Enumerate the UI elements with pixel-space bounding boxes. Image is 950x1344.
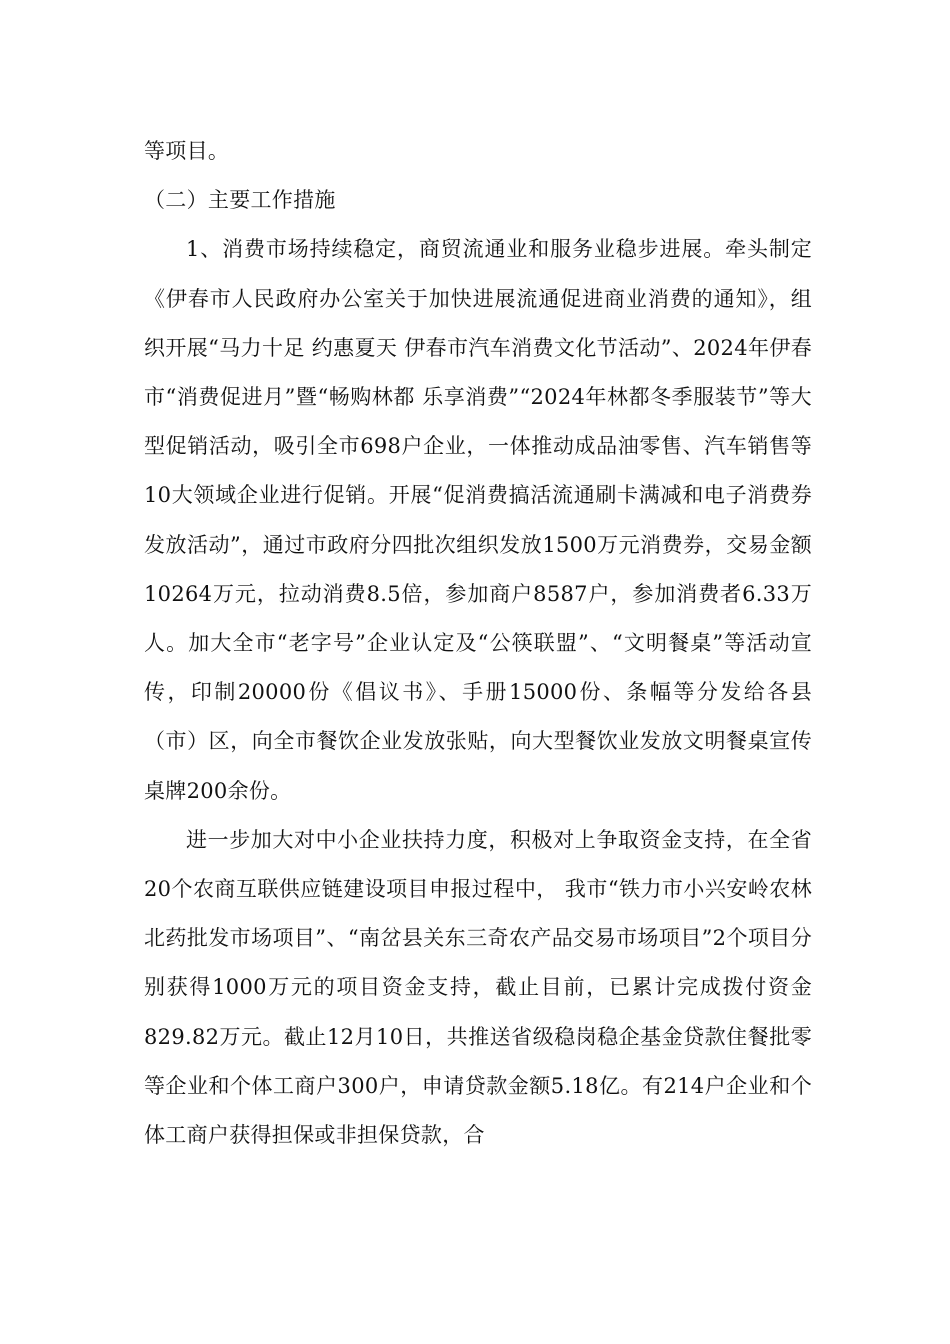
paragraph-consumption-market: 1、消费市场持续稳定，商贸流通业和服务业稳步进展。牵头制定《伊春市人民政府办公室关于加快进展流通促进商业消费的通知》，组织开展“马力十足 约惠夏天 伊春市汽车消费文化节活动”、2024年伊春市“消费促进月”暨“畅购林都 乐享消费”“2024年林都冬季服装节”等大型促销活动，吸引全市698户企业，一体推动成品油零售、汽车销售等10大领域企业进行促销。开展“促消费搞活流通刷卡满减和电子消费券发放活动”，通过市政府分四批次组织发放1500万元消费券，交易金额10264万元，拉动消费8.5倍，参加商户8587户，参加消费者6.33万人。加大全市“老字号”企业认定及“公筷联盟”、“文明餐桌”等活动宣传，印制20000份《倡议书》、手册15000份、条幅等分发给各县（市）区，向全市餐饮企业发放张贴，向大型餐饮业发放文明餐桌宣传桌牌200余份。	[144, 237, 812, 803]
paragraph-sme-support: 进一步加大对中小企业扶持力度，积极对上争取资金支持，在全省20个农商互联供应链建设项目申报过程中， 我市“铁力市小兴安岭农林北药批发市场项目”、“南岔县关东三奇农产品交易市场项目”2个项目分别获得1000万元的项目资金支持，截止目前，已累计完成拨付资金829.82万元。截止12月10日，共推送省级稳岗稳企基金贷款住餐批零等企业和个体工商户300户，申请贷款金额5.18亿。有214户企业和个体工商户获得担保或非担保贷款，合	[144, 827, 812, 1148]
document-body	[144, 127, 812, 1160]
paragraph-continuation: 等项目。	[144, 139, 230, 163]
section-heading: （二）主要工作措施	[144, 188, 336, 213]
